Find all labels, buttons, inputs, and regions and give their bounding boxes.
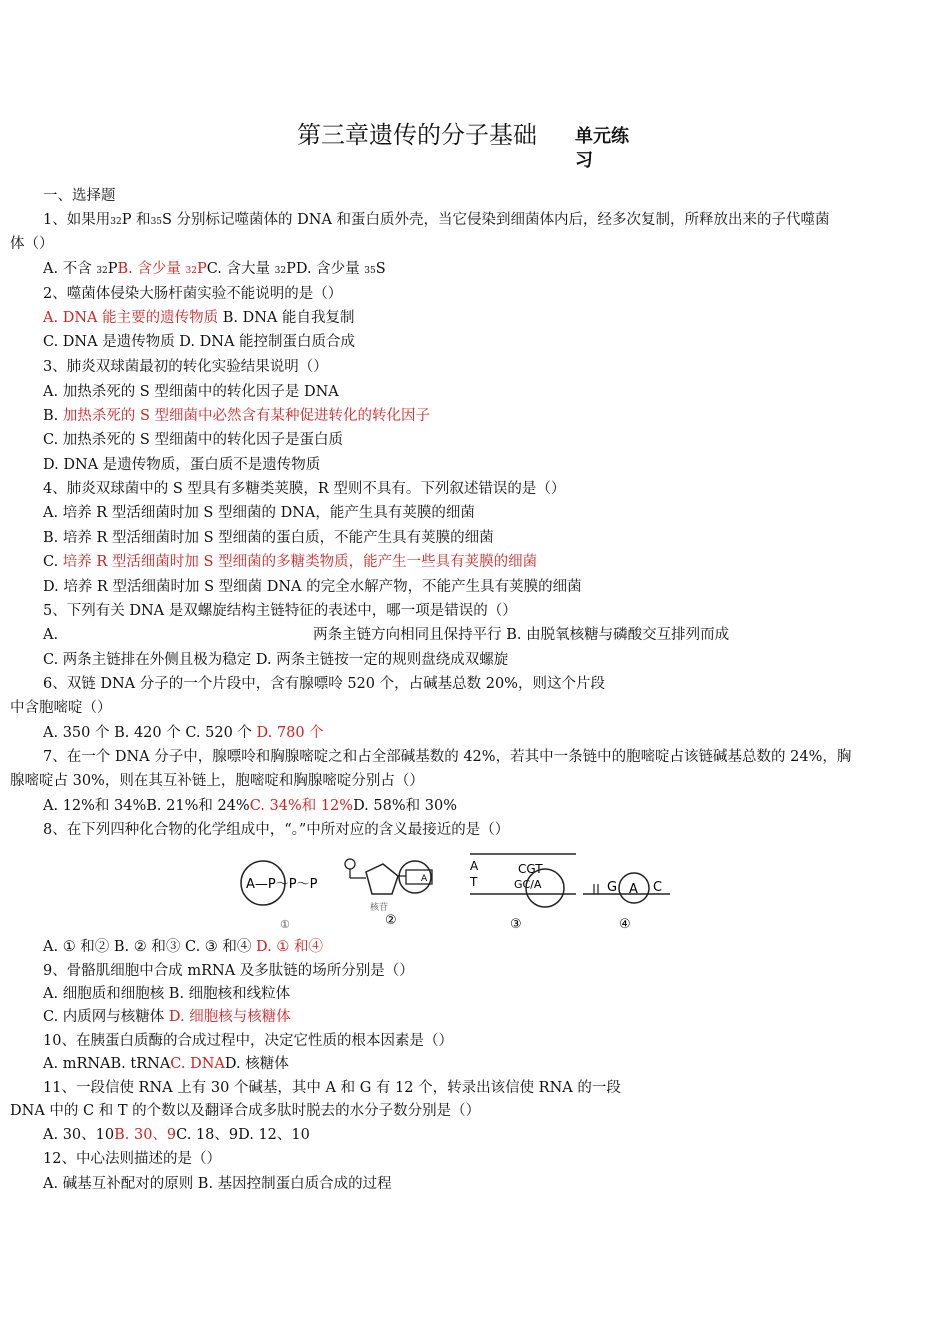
question-6-stem-cont: 中含胞嘧啶（） — [10, 700, 112, 716]
question-4-option-b: B. 培养 R 型活细菌时加 S 型细菌的蛋白质，不能产生具有荚膜的细菌 — [43, 530, 494, 546]
svg-text:T: T — [470, 875, 478, 889]
question-11-options: A. 30、10B. 30、9C. 18、9D. 12、10 — [43, 1127, 310, 1143]
question-2-options-ab: A. DNA 能主要的遗传物质 B. DNA 能自我复制 — [43, 310, 355, 326]
question-12-options: A. 碱基互补配对的原则 B. 基因控制蛋白质合成的过程 — [43, 1176, 392, 1192]
question-10-stem: 10、在胰蛋白质酶的合成过程中，决定它性质的根本因素是（） — [43, 1033, 453, 1049]
question-1-stem-cont: 体（） — [10, 236, 54, 252]
question-6-options: A. 350 个 B. 420 个 C. 520 个 D. 780 个 — [43, 725, 324, 741]
answer-highlight: C. DNA — [170, 1056, 225, 1072]
answer-highlight: 培养 R 型活细菌时加 S 型细菌的多糖类物质，能产生一些具有荚膜的细菌 — [62, 554, 538, 570]
question-8-stem: 8、在下列四种化合物的化学组成中，“。”中所对应的含义最接近的是（） — [43, 822, 510, 838]
answer-highlight: D. ① 和④ — [256, 939, 323, 955]
svg-text:③: ③ — [510, 917, 522, 932]
question-9-options-ab: A. 细胞质和细胞核 B. 细胞核和线粒体 — [43, 986, 291, 1002]
question-11-stem-cont: DNA 中的 C 和 T 的个数以及翻译合成多肽时脱去的水分子数分别是（） — [10, 1103, 481, 1119]
question-5-options-cd: C. 两条主链排在外侧且极为稳定 D. 两条主链按一定的规则盘绕成双螺旋 — [43, 652, 509, 668]
question-4-stem: 4、肺炎双球菌中的 S 型具有多糖类荚膜，R 型则不具有。下列叙述错误的是（） — [43, 481, 566, 497]
question-9-options-cd: C. 内质网与核糖体 D. 细胞核与核糖体 — [43, 1009, 291, 1025]
question-4-option-c: C. 培养 R 型活细菌时加 S 型细菌的多糖类物质，能产生一些具有荚膜的细菌 — [43, 554, 538, 570]
question-5-options-ab: A. 两条主链方向相同且保持平行 B. 由脱氧核糖与磷酸交互排列而成 — [43, 627, 730, 643]
page-title: 第三章遗传的分子基础 — [297, 121, 537, 149]
page-subtitle: 单元练习 — [575, 126, 629, 171]
question-8-options: A. ① 和② B. ② 和③ C. ③ 和④ D. ① 和④ — [43, 939, 323, 955]
svg-text:④: ④ — [619, 917, 631, 932]
question-12-stem: 12、中心法则描述的是（） — [43, 1151, 221, 1167]
question-1-stem: 1、如果用32P 和35S 分别标记噬菌体的 DNA 和蛋白质外壳，当它侵染到细菌体内后，经多次复制，所释放出来的子代噬菌 — [43, 212, 830, 228]
svg-text:CGT: CGT — [518, 862, 543, 876]
figure-2-nucleotide — [345, 859, 432, 928]
question-7-options: A. 12%和 34%B. 21%和 24%C. 34%和 12%D. 58%和 30% — [43, 798, 457, 814]
question-11-stem: 11、一段信使 RNA 上有 30 个碱基，其中 A 和 G 有 12 个，转录出该信使 RNA 的一段 — [43, 1080, 621, 1096]
question-3-stem: 3、肺炎双球菌最初的转化实验结果说明（） — [43, 359, 328, 375]
answer-highlight: C. 34%和 12% — [249, 798, 354, 814]
svg-text:①: ① — [280, 918, 290, 931]
answer-highlight: 加热杀死的 S 型细菌中必然含有某种促进转化的转化因子 — [62, 408, 431, 424]
question-3-option-c: C. 加热杀死的 S 型细菌中的转化因子是蛋白质 — [43, 432, 343, 448]
svg-text:②: ② — [385, 913, 397, 928]
question-7-stem: 7、在一个 DNA 分子中，腺嘌呤和胸腺嘧啶之和占全部碱基数的 42%，若其中一条链中的胞嘧啶占该链碱基总数的 24%，胸 — [43, 749, 852, 765]
section-heading: 一、选择题 — [43, 188, 116, 204]
question-3-option-a: A. 加热杀死的 S 型细菌中的转化因子是 DNA — [43, 384, 339, 400]
svg-text:A: A — [421, 874, 428, 884]
answer-highlight: D. 细胞核与核糖体 — [168, 1009, 291, 1025]
svg-text:核苷: 核苷 — [370, 903, 389, 913]
question-6-stem: 6、双链 DNA 分子的一个片段中，含有腺嘌呤 520 个，占碱基总数 20%，则这个片段 — [43, 676, 605, 692]
question-4-option-a: A. 培养 R 型活细菌时加 S 型细菌的 DNA，能产生具有荚膜的细菌 — [43, 505, 475, 521]
svg-text:A—P～P～P: A—P～P～P — [246, 877, 318, 892]
figure-3-dna-segment — [469, 854, 576, 932]
answer-highlight: B. 含少量 32P — [117, 261, 207, 277]
svg-text:G: G — [607, 880, 618, 895]
answer-highlight: A. DNA 能主要的遗传物质 — [43, 310, 219, 326]
question-10-options: A. mRNAB. tRNAC. DNAD. 核糖体 — [43, 1056, 289, 1072]
question-8-figure — [238, 848, 678, 934]
svg-text:GC/A: GC/A — [514, 878, 542, 891]
question-2-options-cd: C. DNA 是遗传物质 D. DNA 能控制蛋白质合成 — [43, 334, 356, 350]
answer-highlight: B. 30、9 — [114, 1127, 177, 1143]
svg-text:A: A — [629, 882, 638, 897]
svg-text:C: C — [653, 880, 663, 895]
svg-text:A: A — [470, 859, 479, 873]
question-3-option-d: D. DNA 是遗传物质，蛋白质不是遗传物质 — [43, 457, 321, 473]
question-1-options: A. 不含 32PB. 含少量 32PC. 含大量 32PD. 含少量 35S — [43, 261, 386, 277]
question-2-stem: 2、噬菌体侵染大肠杆菌实验不能说明的是（） — [43, 286, 343, 302]
figure-1-atp — [241, 861, 318, 931]
figure-4-rna-strand — [583, 873, 670, 932]
question-4-option-d: D. 培养 R 型活细菌时加 S 型细菌 DNA 的完全水解产物，不能产生具有荚膜的细菌 — [43, 579, 582, 595]
question-7-stem-cont: 腺嘧啶占 30%，则在其互补链上，胞嘧啶和胸腺嘧啶分别占（） — [10, 773, 424, 789]
question-9-stem: 9、骨骼肌细胞中合成 mRNA 及多肽链的场所分别是（） — [43, 963, 414, 979]
question-5-stem: 5、下列有关 DNA 是双螺旋结构主链特征的表述中，哪一项是错误的（） — [43, 603, 517, 619]
question-3-option-b: B. 加热杀死的 S 型细菌中必然含有某种促进转化的转化因子 — [43, 408, 431, 424]
answer-highlight: D. 780 个 — [256, 725, 324, 741]
